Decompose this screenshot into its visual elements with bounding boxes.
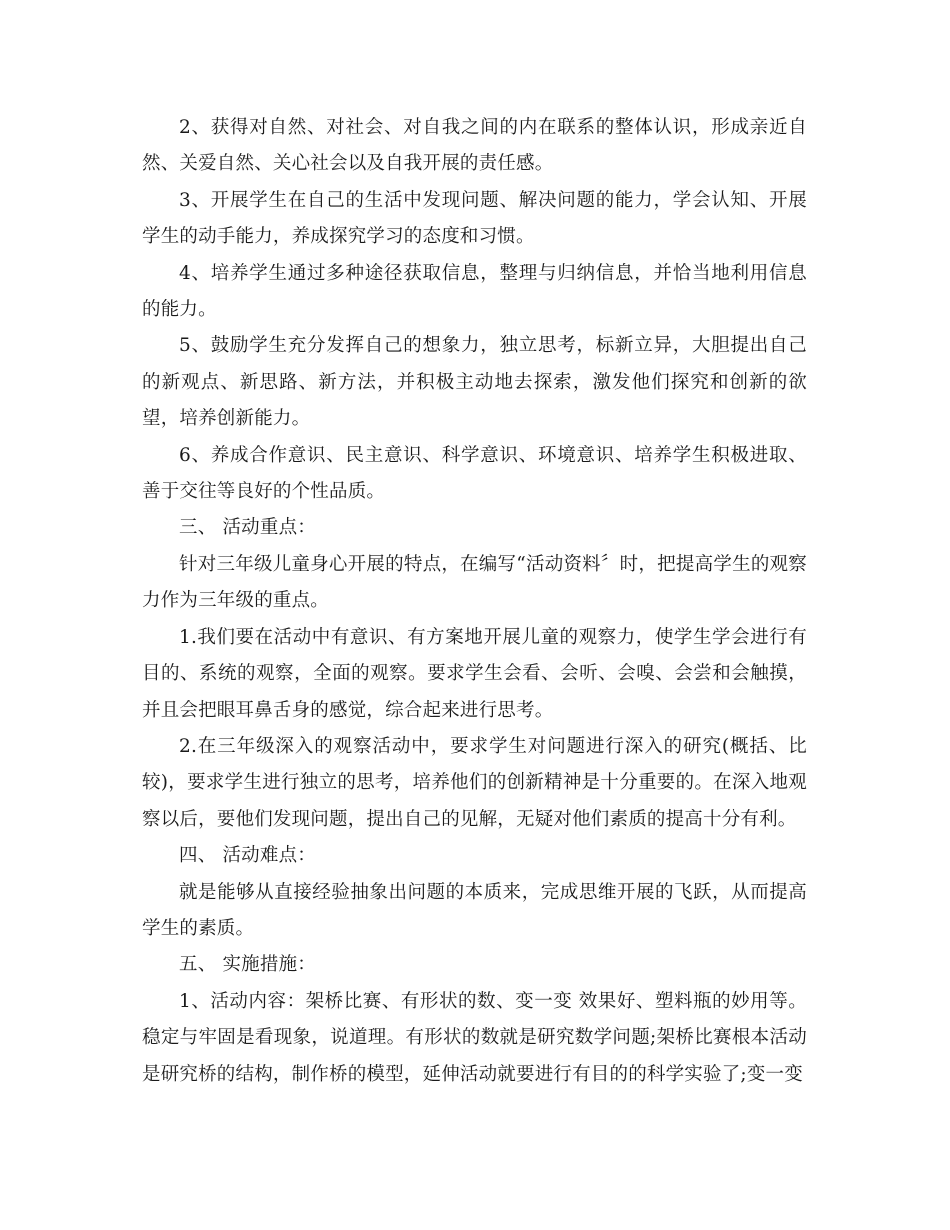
paragraph-focus-2: 2.在三年级深入的观察活动中，要求学生对问题进行深入的研究(概括、比较)，要求学生进行独立的思考，培养他们的创新精神是十分重要的。在深入地观察以后，要他们发现问题，提出自己的见解，无疑对他们素质的提高十分有利。 <box>142 735 807 830</box>
paragraph-goal-4: 4、培养学生通过多种途径获取信息，整理与归纳信息，并恰当地利用信息的能力。 <box>142 262 807 321</box>
paragraph-focus-1: 1.我们要在活动中有意识、有方案地开展儿童的观察力，使学生学会进行有目的、系统的观察，全面的观察。要求学生会看、会听、会嗅、会尝和会触摸，并且会把眼耳鼻舌身的感觉，综合起来进行思考。 <box>142 626 807 721</box>
paragraph-measures-1: 1、活动内容：架桥比赛、有形状的数、变一变 效果好、塑料瓶的妙用等。稳定与牢固是看现象，说道理。有形状的数就是研究数学问题;架桥比赛根本活动是研究桥的结构，制作桥的模型，延伸活动就要进行有目的的科学实验了;变一变 <box>142 990 807 1085</box>
paragraph-focus-intro: 针对三年级儿童身心开展的特点，在编写“活动资料〞时，把提高学生的观察力作为三年级的重点。 <box>142 553 807 612</box>
document-body <box>142 110 807 1093</box>
paragraph-goal-6: 6、养成合作意识、民主意识、科学意识、环境意识、培养学生积极进取、善于交往等良好的个性品质。 <box>142 444 807 503</box>
section-heading-measures: 五、 实施措施： <box>179 954 316 976</box>
paragraph-goal-5: 5、鼓励学生充分发挥自己的想象力，独立思考，标新立异，大胆提出自己的新观点、新思路、新方法，并积极主动地去探索，激发他们探究和创新的欲望，培养创新能力。 <box>142 335 807 430</box>
paragraph-goal-3: 3、开展学生在自己的生活中发现问题、解决问题的能力，学会认知、开展学生的动手能力，养成探究学习的态度和习惯。 <box>142 189 807 248</box>
section-heading-focus: 三、 活动重点： <box>179 517 316 539</box>
paragraph-goal-2: 2、获得对自然、对社会、对自我之间的内在联系的整体认识，形成亲近自然、关爱自然、关心社会以及自我开展的责任感。 <box>142 117 807 175</box>
section-heading-difficulty: 四、 活动难点： <box>179 845 316 867</box>
paragraph-difficulty: 就是能够从直接经验抽象出问题的本质来，完成思维开展的飞跃，从而提高学生的素质。 <box>142 881 807 939</box>
